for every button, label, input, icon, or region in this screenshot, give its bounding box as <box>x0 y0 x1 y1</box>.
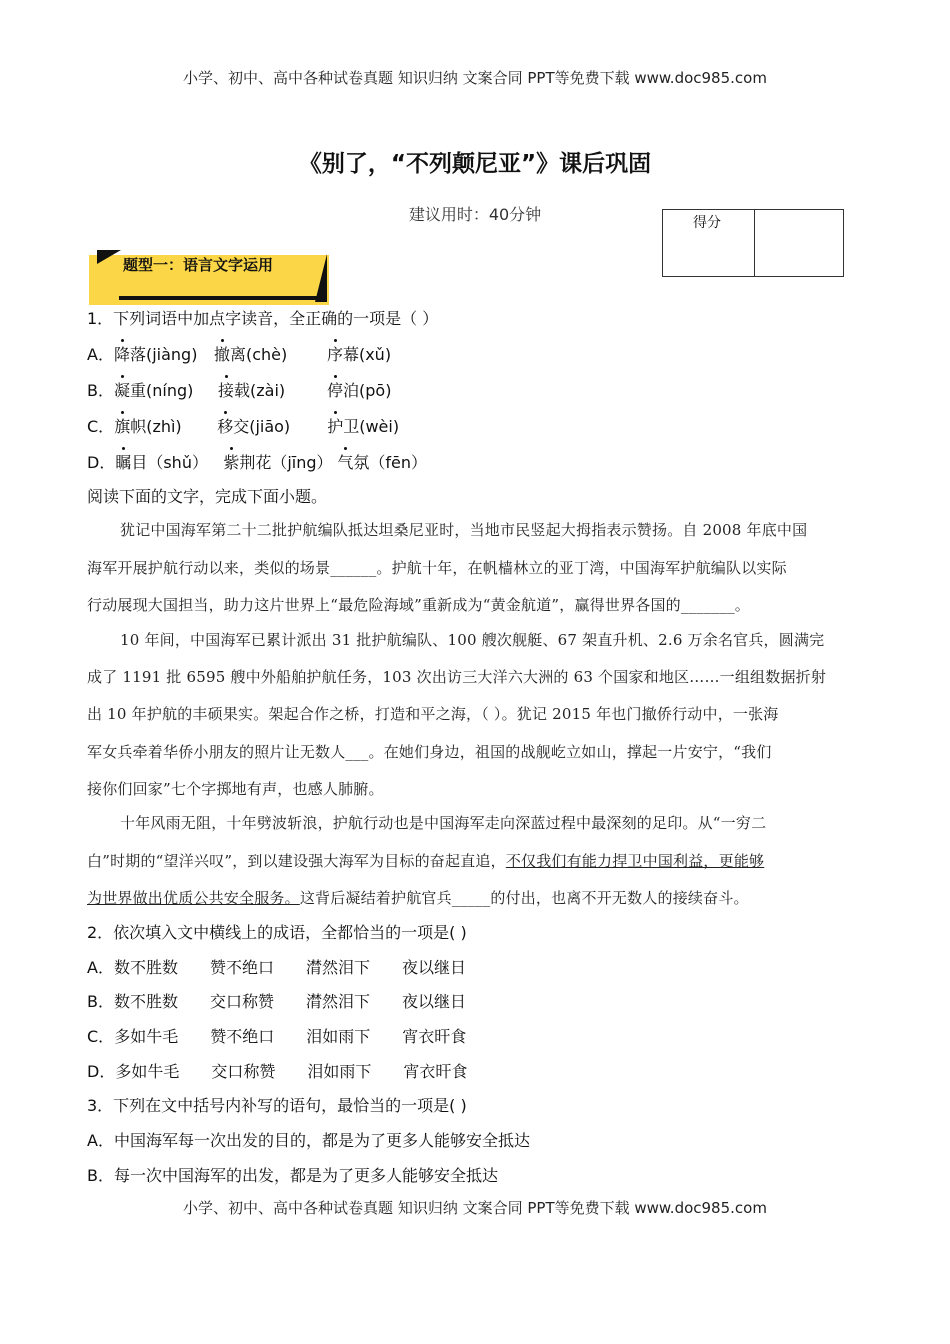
score-box <box>662 209 844 277</box>
question-2-option-c <box>87 1024 466 1047</box>
idiom: 夜以继日 <box>401 992 466 1011</box>
dotted-char: 停 <box>327 378 343 401</box>
idiom: 数不胜数 <box>113 958 178 977</box>
dotted-char: 紫 <box>223 450 239 473</box>
option-letter: A． <box>87 345 114 364</box>
idiom: 潸然泪下 <box>305 992 370 1011</box>
passage-line: 10 年间，中国海军已累计派出 31 批护航编队、100 艘次舰艇、67 架直升机、2.6 万余名官兵，圆满完 <box>120 631 825 649</box>
page-title: 《别了，“不列颠尼亚”》课后巩固 <box>298 151 652 177</box>
question-2-stem: 2．依次填入文中横线上的成语，全都恰当的一项是( ) <box>87 923 467 942</box>
passage-line: 接你们回家”七个字掷地有声，也感人肺腑。 <box>87 780 384 798</box>
idiom: 多如牛毛 <box>114 1027 179 1046</box>
passage-line <box>87 887 749 908</box>
page-footer: 小学、初中、高中各种试卷真题 知识归纳 文案合同 PPT等免费下载 www.doc985.com <box>183 1199 767 1217</box>
word-reading: 泊(pō) <box>343 381 392 400</box>
section-banner <box>89 250 329 306</box>
question-3-option-b: B．每一次中国海军的出发，都是为了更多人能够安全抵达 <box>87 1166 498 1185</box>
passage-line: 出 10 年护航的丰硕果实。架起合作之桥，打造和平之海，（ ）。犹记 2015 年也门撤侨行动中，一张海 <box>87 705 779 723</box>
dotted-char: 旗 <box>114 414 130 437</box>
passage-line: 军女兵牵着华侨小朋友的照片让无数人___。在她们身边，祖国的战舰屹立如山，撑起一片安宁，“我们 <box>87 743 772 761</box>
idiom: 泪如雨下 <box>306 1027 371 1046</box>
banner-edge-decoration <box>315 254 327 302</box>
passage-line <box>87 850 764 871</box>
question-2-option-b <box>87 989 466 1012</box>
word-reading: 重(níng) <box>130 381 194 400</box>
dotted-char: 接 <box>218 378 234 401</box>
idiom: 交口称赞 <box>211 1062 276 1081</box>
dotted-char: 撤 <box>214 342 230 365</box>
option-letter: C． <box>87 417 115 436</box>
idiom: 宵衣旰食 <box>402 1027 467 1046</box>
underlined-sentence: 不仅我们有能力捍卫中国利益，更能够 <box>505 852 765 870</box>
banner-shadow-decoration <box>119 296 319 300</box>
idiom: 赞不绝口 <box>210 1027 275 1046</box>
page-header: 小学、初中、高中各种试卷真题 知识归纳 文案合同 PPT等免费下载 www.doc985.com <box>183 69 767 87</box>
passage-line: 海军开展护航行动以来，类似的场景______。护航十年，在帆樯林立的亚丁湾，中国海军护航编队以实际 <box>87 559 787 577</box>
question-1-option-a <box>87 342 391 365</box>
passage-line: 成了 1191 批 6595 艘中外船舶护航任务，103 次出访三大洋六大洲的 63 个国家和地区……一组组数据折射 <box>87 668 827 686</box>
option-letter: C． <box>87 1027 115 1046</box>
word-reading: 幕(xǔ) <box>342 345 392 364</box>
reading-instruction: 阅读下面的文字，完成下面小题。 <box>87 487 328 506</box>
dotted-char: 序 <box>327 342 343 365</box>
option-letter: D． <box>87 1062 116 1081</box>
suggested-time: 建议用时：40分钟 <box>408 205 542 224</box>
word-reading: 荆花（jīng） <box>239 453 333 472</box>
passage-line: 犹记中国海军第二十二批护航编队抵达坦桑尼亚时，当地市民竖起大拇指表示赞扬。自 2008 年底中国 <box>120 521 808 539</box>
question-1-option-c <box>87 414 399 437</box>
score-label-cell <box>663 210 755 276</box>
idiom: 宵衣旰食 <box>403 1062 468 1081</box>
dotted-char: 凝 <box>114 378 130 401</box>
word-reading: 离(chè) <box>229 345 288 364</box>
idiom: 赞不绝口 <box>209 958 274 977</box>
option-letter: B． <box>87 381 114 400</box>
dotted-char: 降 <box>114 342 130 365</box>
word-reading: 卫(wèi) <box>343 417 400 436</box>
underlined-sentence: 为世界做出优质公共安全服务。 <box>87 889 300 907</box>
banner-corner-decoration <box>97 250 121 264</box>
idiom: 多如牛毛 <box>115 1062 180 1081</box>
question-3-option-a: A．中国海军每一次出发的目的，都是为了更多人能够安全抵达 <box>87 1131 530 1150</box>
question-2-option-a <box>87 955 466 978</box>
idiom: 潸然泪下 <box>305 958 370 977</box>
word-reading: 目（shǔ） <box>131 453 208 472</box>
idiom: 交口称赞 <box>209 992 274 1011</box>
word-reading: 载(zài) <box>234 381 286 400</box>
section-label: 题型一：语言文字运用 <box>123 256 274 274</box>
word-reading: 氛（fēn） <box>353 453 427 472</box>
passage-line: 行动展现大国担当，助力这片世界上“最危险海域”重新成为“黄金航道”，赢得世界各国的_______。 <box>87 596 750 614</box>
question-1-stem: 1．下列词语中加点字读音，全正确的一项是（ ） <box>87 309 439 328</box>
idiom: 数不胜数 <box>113 992 178 1011</box>
passage-line: 十年风雨无阻，十年劈波斩浪，护航行动也是中国海军走向深蓝过程中最深刻的足印。从“一穷二 <box>120 814 767 832</box>
word-reading: 落(jiàng) <box>129 345 198 364</box>
score-label: 得分 <box>693 215 721 231</box>
word-reading: 帜(zhì) <box>130 417 182 436</box>
idiom: 泪如雨下 <box>307 1062 372 1081</box>
option-letter: A． <box>87 958 114 977</box>
option-letter: D． <box>87 453 116 472</box>
question-2-option-d <box>87 1059 467 1082</box>
option-letter: B． <box>87 992 114 1011</box>
question-1-option-b <box>87 378 391 401</box>
dotted-char: 瞩 <box>115 450 131 473</box>
dotted-char: 护 <box>327 414 343 437</box>
idiom: 夜以继日 <box>401 958 466 977</box>
question-3-stem: 3．下列在文中括号内补写的语句，最恰当的一项是( ) <box>87 1096 467 1115</box>
passage-text: 这背后凝结着护航官兵_____的付出，也离不开无数人的接续奋斗。 <box>299 889 749 907</box>
dotted-char: 气 <box>337 450 353 473</box>
word-reading: 交(jiāo) <box>233 417 291 436</box>
dotted-char: 移 <box>217 414 233 437</box>
question-1-option-d <box>87 450 427 473</box>
passage-text: 白”时期的“望洋兴叹”，到以建设强大海军为目标的奋起直追， <box>87 852 506 870</box>
